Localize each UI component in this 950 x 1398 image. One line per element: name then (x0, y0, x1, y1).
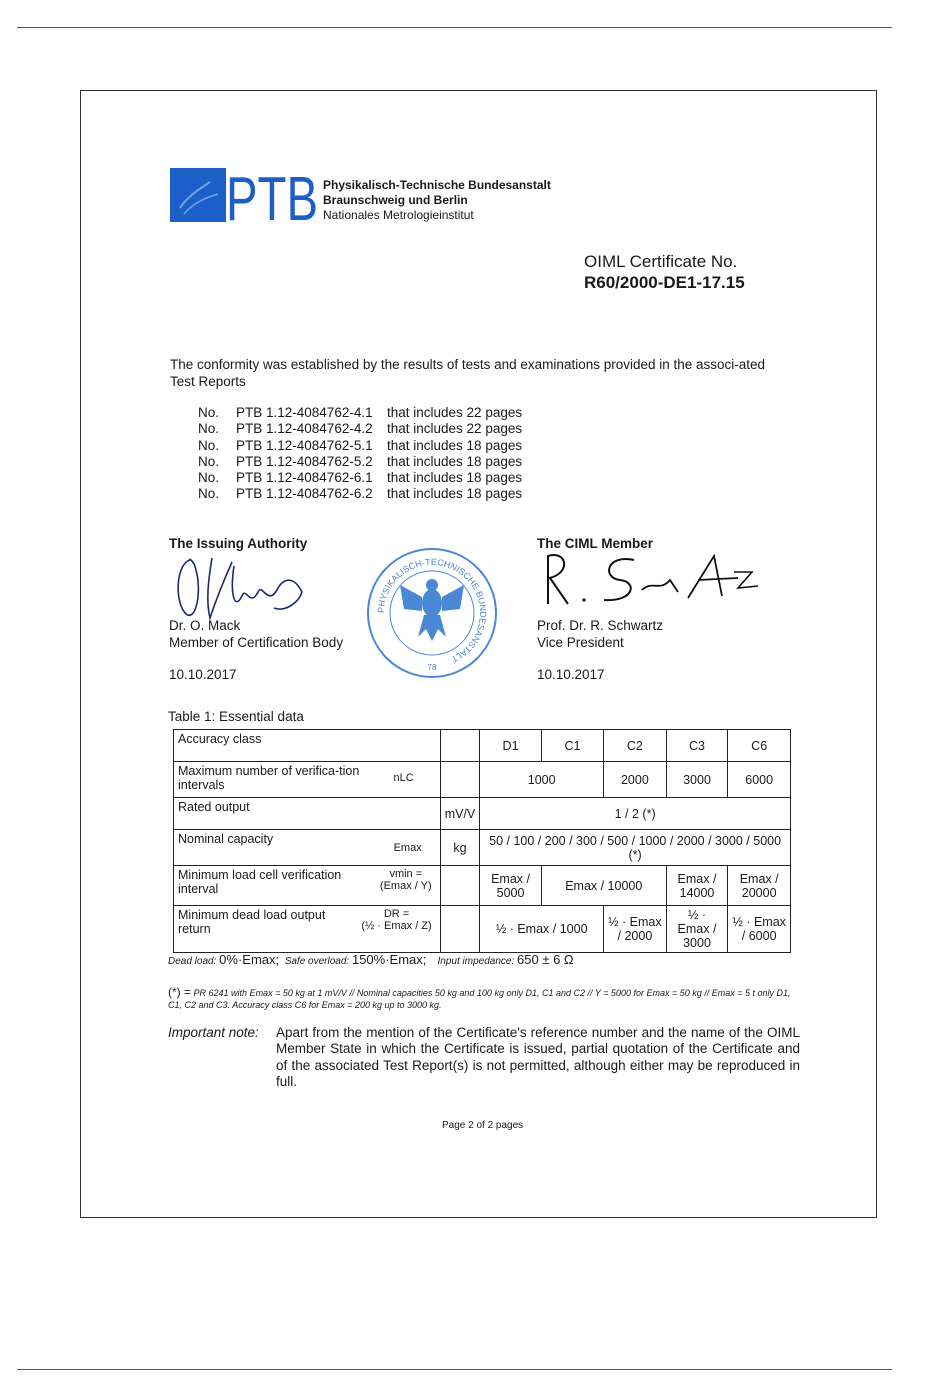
min-vi-symbol-line1: vmin = (389, 868, 423, 880)
impedance-value: 650 ± 6 Ω (517, 952, 574, 967)
top-rule (17, 27, 892, 28)
table-row (174, 730, 791, 762)
svg-text:PTB: PTB (226, 165, 318, 234)
ptb-logo (170, 165, 318, 234)
max-intervals-c2: 2000 (604, 762, 667, 798)
nominal-capacity-symbol: Emax (393, 842, 422, 854)
table-row (174, 798, 791, 830)
dr-c2: ½ · Emax / 2000 (604, 906, 667, 953)
report-id: PTB 1.12-4084762-4.2 (236, 421, 373, 437)
unit-cell (440, 762, 480, 798)
important-note-text: Apart from the mention of the Certificate's reference number and the name of the OIML Member State in which the Certificate is issued, partial quotation of the Certificate and of the associated Test Report(s) is not permitted, although either may be reproduced in full. (276, 1025, 800, 1089)
svg-text:78: 78 (427, 663, 437, 672)
nominal-capacity-label: Nominal capacity (178, 832, 274, 846)
dr-symbol (361, 908, 435, 932)
ciml-heading: The CIML Member (537, 536, 654, 551)
class-c2: C2 (604, 730, 667, 762)
issuing-role: Member of Certification Body (169, 635, 344, 650)
min-vi-cell (174, 866, 441, 906)
star-mark: (*) = (168, 985, 192, 999)
bottom-rule (17, 1369, 892, 1370)
star-text: PR 6241 with Emax = 50 kg at 1 mV/V // Nominal capacities 50 kg and 100 kg only D1, C1 and C2 // Y = 5000 for Emax = 50 kg // Emax = 5 t only D1, C1, C2 and C3. Accuracy class C6 for Emax = 200 kg up to 3000 kg. (168, 988, 791, 1010)
report-row (198, 438, 522, 454)
report-pages: that includes 22 pages (387, 405, 523, 420)
svg-text:PHYSIKALISCH-TECHNISCHE BUNDES: PHYSIKALISCH-TECHNISCHE BUNDESANSTALT (375, 556, 489, 665)
dr-label: Minimum dead load output return (178, 908, 326, 936)
max-intervals-label: Maximum number of verifica-tion intervals (178, 764, 360, 792)
min-vi-symbol-line2: (Emax / Y) (379, 880, 432, 892)
unit-cell (440, 906, 480, 953)
issuing-date: 10.10.2017 (169, 667, 237, 682)
star-note (168, 986, 800, 1011)
issuing-heading: The Issuing Authority (169, 536, 308, 551)
dr-d1-c1: ½ · Emax / 1000 (480, 906, 604, 953)
max-intervals-c3: 3000 (666, 762, 728, 798)
safe-overload-label: Safe overload: (284, 956, 350, 967)
class-c1: C1 (541, 730, 603, 762)
accuracy-class-label: Accuracy class (174, 730, 441, 762)
nominal-capacity-value: 50 / 100 / 200 / 300 / 500 / 1000 / 2000 / 3000 / 5000 (*) (480, 830, 791, 866)
institute-line-3: Nationales Metrologieinstitut (323, 208, 474, 222)
report-id: PTB 1.12-4084762-5.1 (236, 437, 373, 453)
dr-c3: ½ · Emax / 3000 (666, 906, 728, 953)
min-vi-symbol (380, 868, 436, 892)
report-id: PTB 1.12-4084762-5.2 (236, 453, 373, 469)
max-intervals-cell (174, 762, 441, 798)
issuing-signature (172, 552, 312, 622)
report-id: PTB 1.12-4084762-6.1 (236, 470, 373, 486)
table-row (174, 866, 791, 906)
rated-output-value: 1 / 2 (*) (480, 798, 791, 830)
min-vi-c3: Emax / 14000 (666, 866, 728, 906)
class-c3: C3 (666, 730, 728, 762)
report-pages: that includes 18 pages (387, 486, 523, 502)
report-no: No. (198, 486, 220, 502)
impedance-label: Input impedance: (437, 956, 515, 967)
report-id: PTB 1.12-4084762-6.2 (236, 486, 373, 502)
load-notes (168, 952, 574, 967)
dr-cell (174, 906, 441, 953)
conformity-text: The conformity was established by the results of tests and examinations provided in the associ-ated Test Reports (170, 357, 766, 389)
class-c6: C6 (728, 730, 791, 762)
certificate-number: R60/2000-DE1-17.15 (584, 273, 745, 292)
dr-symbol-line1: DR = (383, 908, 410, 920)
certificate-label: OIML Certificate No. (584, 252, 738, 271)
institute-name (323, 178, 551, 223)
dr-symbol-line2: (½ · Emax / Z) (361, 920, 432, 932)
rated-output-label: Rated output (174, 798, 441, 830)
reports-list (198, 405, 522, 503)
class-d1: D1 (480, 730, 542, 762)
table-row (174, 906, 791, 953)
institute-line-1: Physikalisch-Technische Bundesanstalt (323, 178, 551, 192)
dr-c6: ½ · Emax / 6000 (728, 906, 791, 953)
max-intervals-symbol: nLC (393, 772, 414, 784)
safe-overload-value: 150%·Emax; (351, 952, 427, 967)
dead-load-label: Dead load: (168, 956, 217, 967)
nominal-capacity-cell (174, 830, 441, 866)
important-note-label: Important note: (168, 1025, 259, 1040)
essential-data-table (173, 729, 791, 953)
table-row (174, 830, 791, 866)
issuing-name: Dr. O. Mack (169, 618, 241, 633)
report-no: No. (198, 470, 220, 486)
min-vi-label: Minimum load cell verification interval (178, 868, 342, 896)
report-pages: that includes 22 pages (387, 421, 523, 437)
dead-load-value: 0%·Emax; (219, 952, 280, 967)
unit-cell (440, 866, 480, 906)
nominal-capacity-unit: kg (440, 830, 480, 866)
report-pages: that includes 18 pages (387, 437, 523, 453)
table-row (174, 762, 791, 798)
report-id: PTB 1.12-4084762-4.1 (236, 405, 373, 420)
unit-cell (440, 730, 480, 762)
ciml-role: Vice President (537, 635, 624, 650)
report-no: No. (198, 405, 220, 420)
ciml-signature (538, 550, 768, 610)
report-pages: that includes 18 pages (387, 453, 523, 469)
rated-output-unit: mV/V (440, 798, 480, 830)
report-row (198, 405, 522, 421)
report-row (198, 454, 522, 470)
report-row (198, 421, 522, 437)
report-row (198, 470, 522, 486)
report-no: No. (198, 437, 220, 453)
report-no: No. (198, 453, 220, 469)
min-vi-c1-c2: Emax / 10000 (541, 866, 666, 906)
ciml-name: Prof. Dr. R. Schwartz (537, 618, 664, 633)
page-number: Page 2 of 2 pages (442, 1120, 524, 1131)
table-caption: Table 1: Essential data (168, 709, 304, 724)
max-intervals-c6: 6000 (728, 762, 791, 798)
report-no: No. (198, 421, 220, 437)
report-pages: that includes 18 pages (387, 470, 523, 486)
min-vi-c6: Emax / 20000 (728, 866, 791, 906)
max-intervals-d1-c1: 1000 (480, 762, 604, 798)
institute-line-2: Braunschweig und Berlin (323, 193, 468, 207)
certificate-block (584, 251, 745, 293)
ciml-date: 10.10.2017 (537, 667, 605, 682)
min-vi-d1: Emax / 5000 (480, 866, 542, 906)
report-row (198, 486, 522, 502)
seal-stamp (364, 545, 500, 681)
